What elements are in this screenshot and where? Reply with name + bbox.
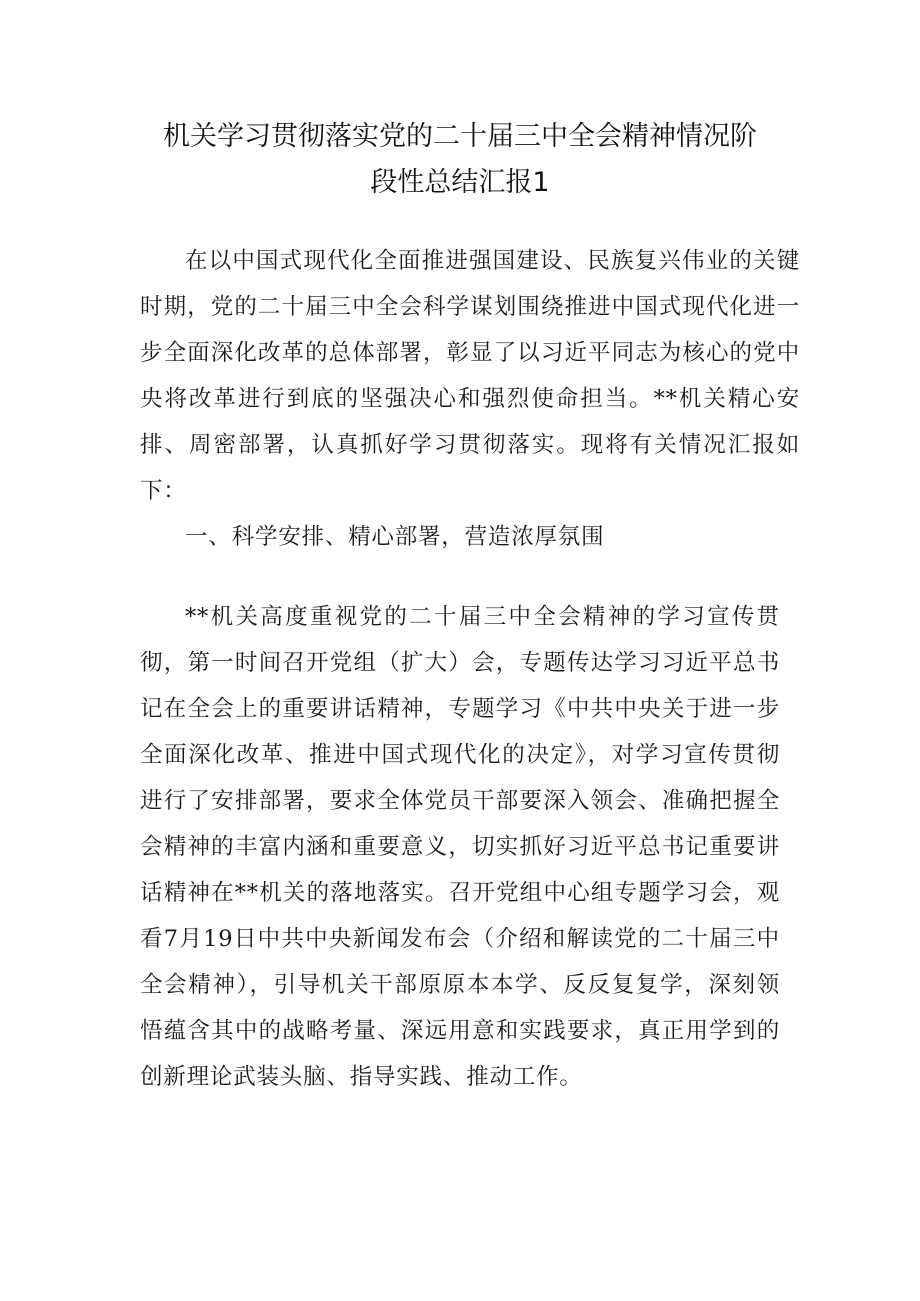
section-paragraph: **机关高度重视党的二十届三中全会精神的学习宣传贯彻，第一时间召开党组（扩大）会，专题传达学习习近平总书记在全会上的重要讲话精神，专题学习《中共中央关于进一步全面深化改革、推进中国式现代化的决定》，对学习宣传贯彻进行了安排部署，要求全体党员干部要深入领会、准确把握全会精神的丰富内涵和重要意义，切实抓好习近平总书记重要讲话精神在**机关的落地落实。召开党组中心组专题学习会，观看7月19日中共中央新闻发布会（介绍和解读党的二十届三中全会精神），引导机关干部原原本本学、反反复复学，深刻领悟蕴含其中的战略考量、深远用意和实践要求，真正用学到的创新理论武装头脑、指导实践、推动工作。 [140, 604, 780, 1090]
document-title-line-2: 段性总结汇报1 [370, 167, 550, 198]
document-title-line-1: 机关学习贯彻落实党的二十届三中全会精神情况阶 [163, 121, 757, 152]
section-heading: 一、科学安排、精心部署，营造浓厚氛围 [185, 524, 605, 550]
intro-paragraph: 在以中国式现代化全面推进强国建设、民族复兴伟业的关键时期，党的二十届三中全会科学谋划围绕推进中国式现代化进一步全面深化改革的总体部署，彰显了以习近平同志为核心的党中央将改革进行到底的坚强决心和强烈使命担当。**机关精心安排、周密部署，认真抓好学习贯彻落实。现将有关情况汇报如下： [140, 248, 800, 504]
